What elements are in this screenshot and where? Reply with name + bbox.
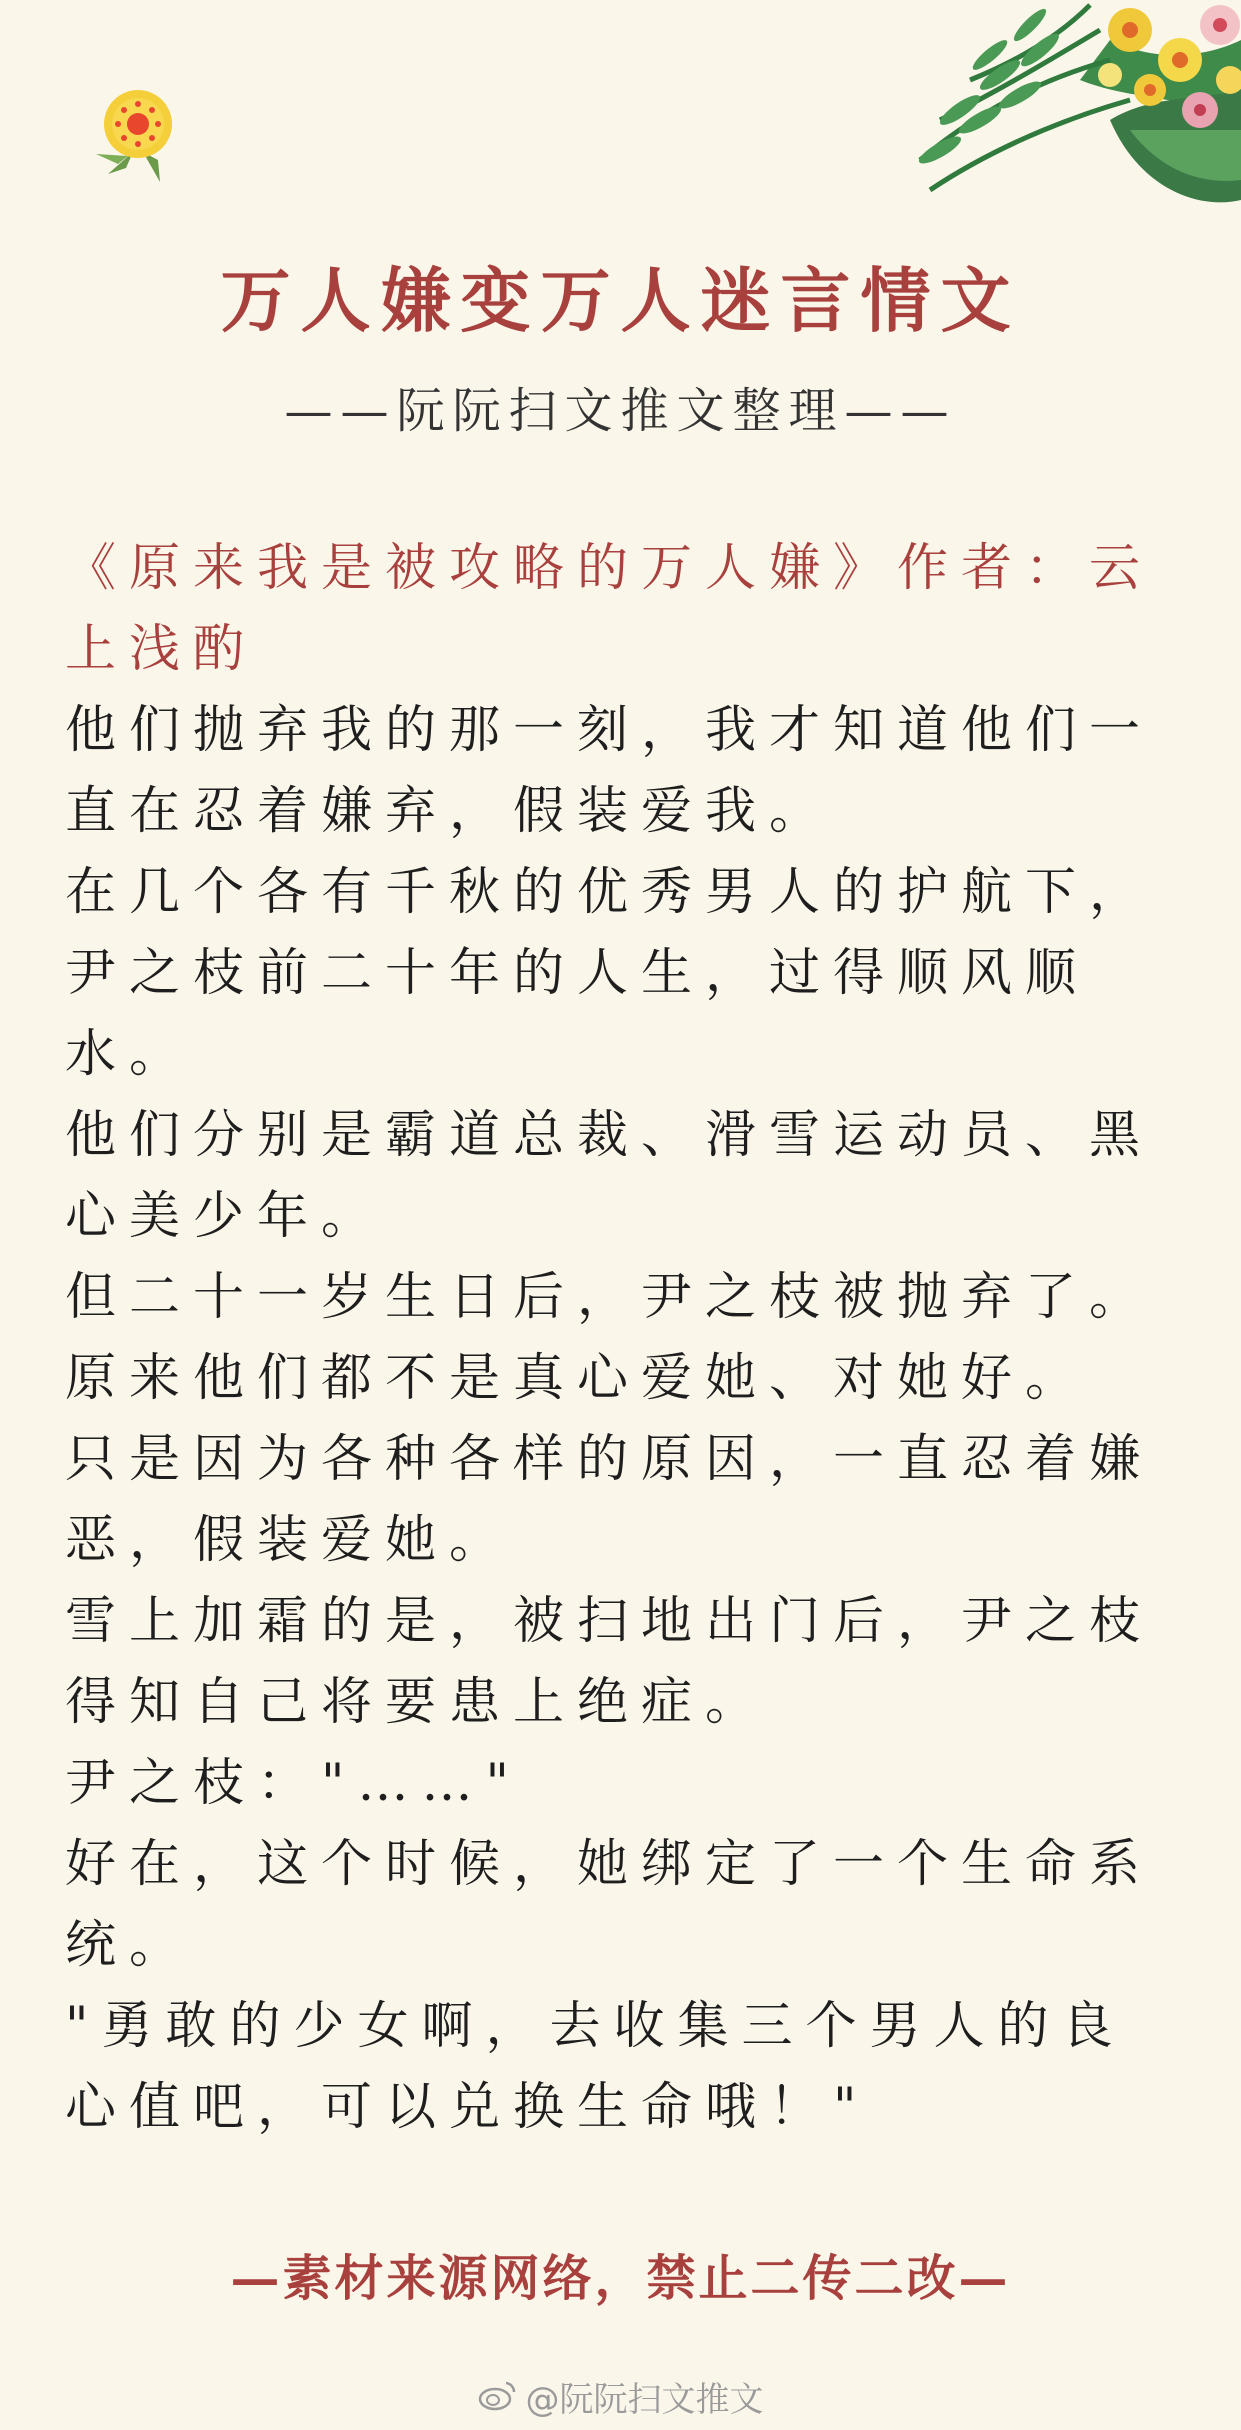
paragraph: 他们抛弃我的那一刻，我才知道他们一直在忍着嫌弃，假装爱我。: [65, 701, 1154, 841]
paragraph: 好在，这个时候，她绑定了一个生命系统。: [65, 1835, 1154, 1975]
watermark-text: @阮阮扫文推文: [525, 2380, 764, 2420]
page-title: 万人嫌变万人迷言情文: [220, 259, 1021, 342]
page-subtitle: ——阮阮扫文推文整理——: [284, 383, 957, 439]
weibo-icon: [478, 2379, 518, 2411]
paragraph: 但二十一岁生日后，尹之枝被抛弃了。: [65, 1268, 1154, 1327]
source-notice: —素材来源网络，禁止二传二改—: [230, 2249, 1011, 2307]
paragraph: 原来他们都不是真心爱她、对她好。: [65, 1349, 1090, 1408]
watermark: [0, 2372, 1241, 2421]
yellow-flower-icon: [88, 82, 188, 192]
paragraph: 只是因为各种各样的原因，一直忍着嫌恶，假装爱她。: [65, 1430, 1154, 1570]
book-heading: 《原来我是被攻略的万人嫌》作者：云上浅酌: [65, 539, 1154, 679]
paragraph: "勇敢的少女啊，去收集三个男人的良心值吧，可以兑换生命哦！": [65, 1997, 1126, 2137]
paragraph: 雪上加霜的是，被扫地出门后，尹之枝得知自己将要患上绝症。: [65, 1592, 1154, 1732]
paragraph: 他们分别是霸道总裁、滑雪运动员、黑心美少年。: [65, 1106, 1154, 1246]
article-body: [65, 528, 1180, 2148]
flower-bouquet-icon: [900, 0, 1241, 215]
paragraph: 在几个各有千秋的优秀男人的护航下，尹之枝前二十年的人生，过得顺风顺水。: [65, 863, 1154, 1084]
paragraph: 尹之枝："……": [65, 1754, 522, 1813]
